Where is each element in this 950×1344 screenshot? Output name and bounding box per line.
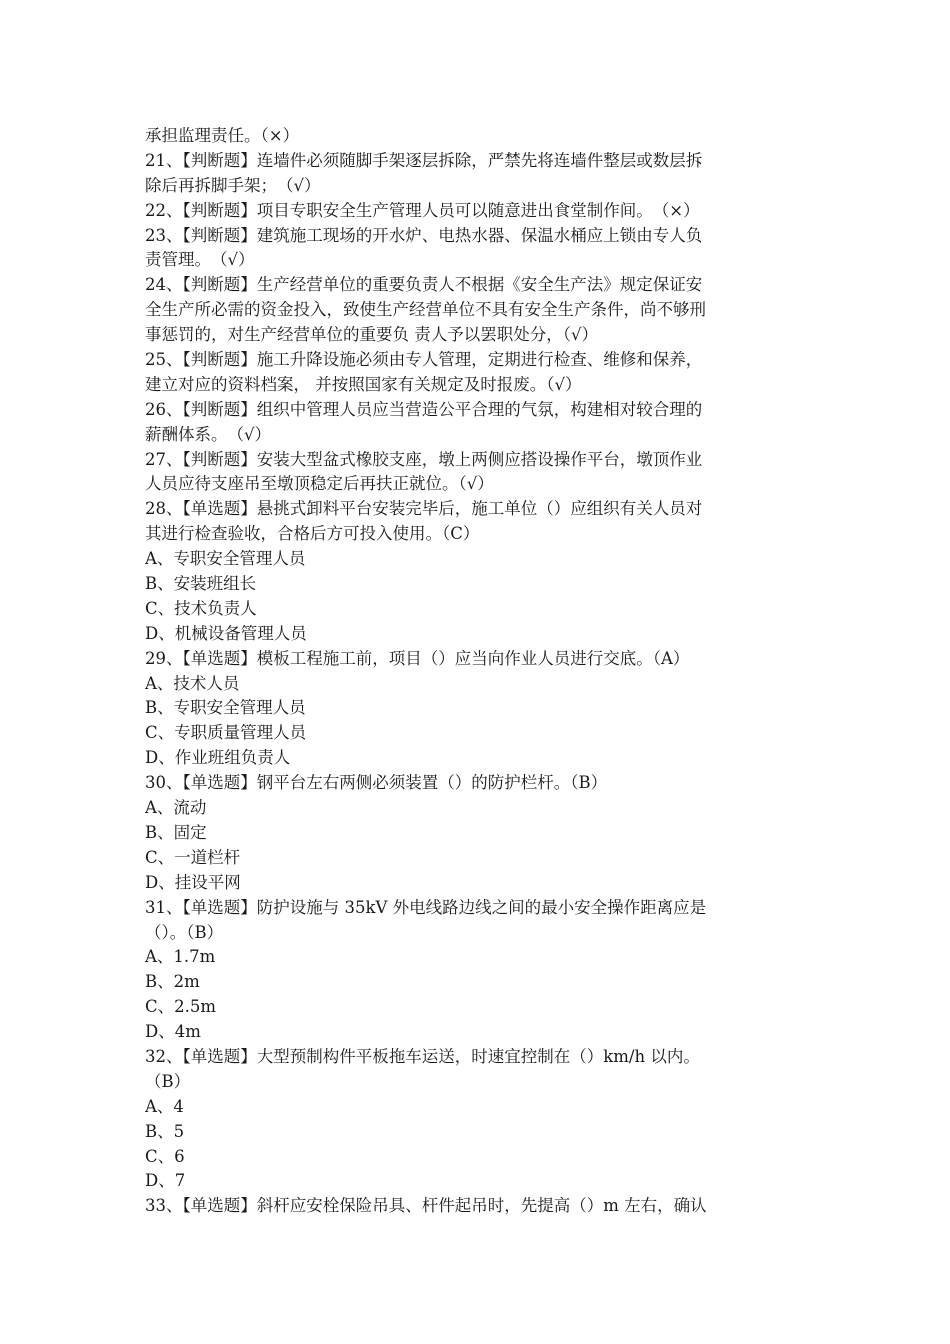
text-line: 24、【判断题】生产经营单位的重要负责人不根据《安全生产法》规定保证安	[145, 275, 703, 295]
text-line: B、固定	[145, 822, 207, 842]
text-line: 25、【判断题】施工升降设施必须由专人管理，定期进行检查、维修和保养，	[145, 350, 703, 370]
text-line: D、挂设平网	[145, 872, 241, 892]
text-line: B、专职安全管理人员	[145, 698, 306, 718]
text-line: D、4m	[145, 1022, 201, 1042]
text-line: B、5	[145, 1121, 185, 1141]
text-line: C、2.5m	[145, 997, 217, 1017]
text-line: 33、【单选题】斜杆应安栓保险吊具、杆件起吊时，先提高（）m 左右，确认	[145, 1196, 707, 1216]
text-line: C、一道栏杆	[145, 847, 241, 867]
text-line: 21、【判断题】连墙件必须随脚手架逐层拆除，严禁先将连墙件整层或数层拆	[145, 150, 703, 170]
text-line: D、7	[145, 1171, 186, 1191]
text-line: 27、【判断题】安装大型盆式橡胶支座，墩上两侧应搭设操作平台，墩顶作业	[145, 449, 703, 469]
text-line: 承担监理责任。（×）	[145, 126, 300, 145]
text-line: A、专职安全管理人员	[145, 549, 306, 569]
text-line: 其进行检查验收，合格后方可投入使用。（C）	[145, 524, 480, 544]
text-line: 除后再拆脚手架； （√）	[145, 175, 321, 195]
text-line: A、技术人员	[145, 673, 240, 693]
text-line: 28、【单选题】悬挑式卸料平台安装完毕后，施工单位（）应组织有关人员对	[145, 499, 703, 519]
text-line: D、作业班组负责人	[145, 748, 291, 768]
text-line: （B）	[145, 1071, 191, 1091]
text-line: 责管理。 （√）	[145, 250, 255, 270]
text-line: 事惩罚的，对生产经营单位的重要负 责人予以罢职处分，（√）	[145, 325, 599, 345]
text-line: A、流动	[145, 798, 207, 818]
text-line: 30、【单选题】钢平台左右两侧必须装置（）的防护栏杆。（B）	[145, 773, 608, 793]
text-line: C、6	[145, 1146, 185, 1166]
text-line: A、4	[145, 1096, 184, 1116]
text-line: 22、【判断题】项目专职安全生产管理人员可以随意进出食堂制作间。 （×）	[145, 200, 700, 220]
text-line: B、2m	[145, 972, 200, 992]
text-line: 23、【判断题】建筑施工现场的开水炉、电热水器、保温水桶应上锁由专人负	[145, 225, 703, 245]
text-line: A、1.7m	[145, 947, 216, 967]
text-line: D、机械设备管理人员	[145, 623, 307, 643]
text-line: 29、【单选题】模板工程施工前，项目（）应当向作业人员进行交底。（A）	[145, 648, 690, 668]
text-line: C、专职质量管理人员	[145, 723, 307, 743]
text-line: 全生产所必需的资金投入，致使生产经营单位不具有安全生产条件，尚不够刑	[145, 300, 706, 320]
text-line: 人员应待支座吊至墩顶稳定后再扶正就位。（√）	[145, 474, 494, 494]
text-line: 建立对应的资料档案， 并按照国家有关规定及时报废。（√）	[145, 374, 582, 394]
document-body	[145, 124, 810, 1219]
text-line: 31、【单选题】防护设施与 35kV 外电线路边线之间的最小安全操作距离应是	[145, 897, 707, 917]
text-line: B、安装班组长	[145, 574, 257, 594]
text-line: 薪酬体系。 （√）	[145, 424, 272, 444]
text-line: C、技术负责人	[145, 598, 257, 618]
text-line: 32、【单选题】大型预制构件平板拖车运送，时速宜控制在（）km/h 以内。	[145, 1046, 700, 1066]
text-line: 26、【判断题】组织中管理人员应当营造公平合理的气氛，构建相对较合理的	[145, 399, 703, 419]
text-line: （）。（B）	[145, 922, 224, 942]
